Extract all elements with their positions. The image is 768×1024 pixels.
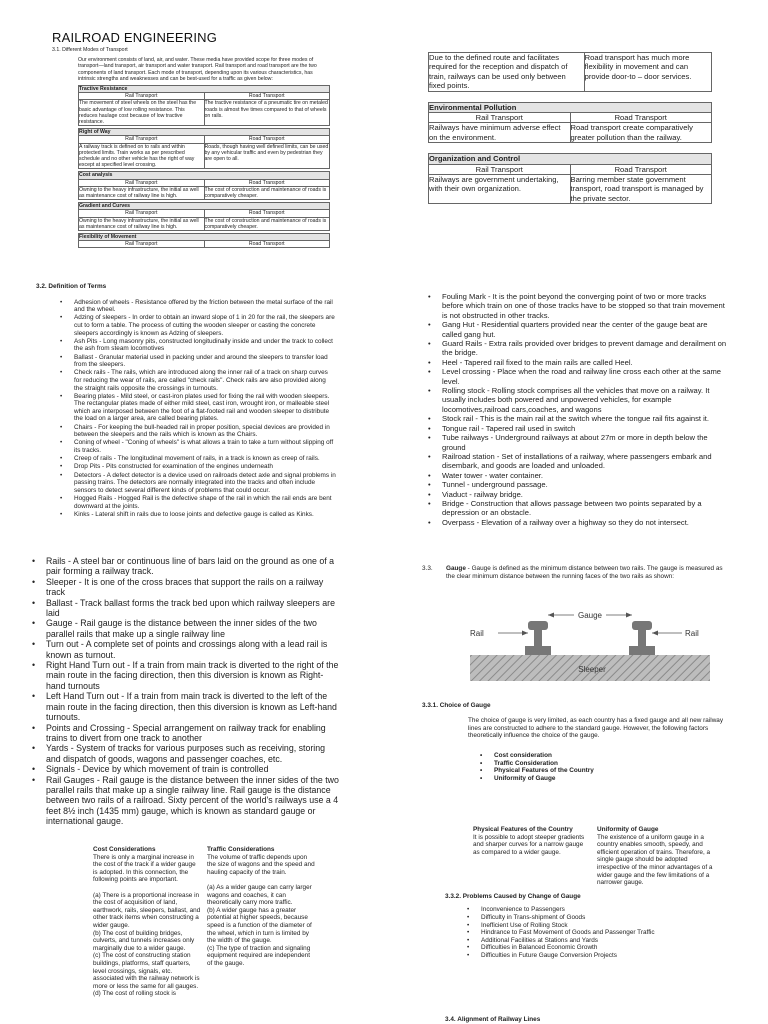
- cost-considerations-heading: Cost Considerations: [93, 846, 156, 853]
- list-item: • Viaduct - railway bridge.: [428, 490, 728, 499]
- road-column-header: Road Transport: [570, 113, 712, 123]
- list-item: • Fouling Mark - It is the point beyond the converging point of two or more tracks before which train on one of those tracks have to be stopped so that train movement is not obstructed in other tracks.: [428, 292, 728, 320]
- sleeper-label: Sleeper: [578, 665, 606, 674]
- list-item: • Gauge - Rail gauge is the distance between the inner sides of the two parallel rails that make up a single railway line: [32, 618, 342, 639]
- comparison-tables: [78, 85, 330, 248]
- rail-cell: Owning to the heavy infrastructure, the initial as well as maintenance cost of railway line is high.: [79, 217, 205, 230]
- list-item: • Overpass - Elevation of a railway over a highway so they do not intersect.: [428, 518, 728, 527]
- list-item: • Railroad station - Set of installations of a railway, where passengers embark and disembark, and goods are loaded and unloaded.: [428, 452, 728, 471]
- gauge-section-number: 3.3.: [422, 565, 433, 572]
- gauge-section: [422, 565, 732, 580]
- list-item: • Signals - Device by which movement of train is controlled: [32, 764, 342, 774]
- list-item: • Cost consideration: [480, 752, 720, 760]
- page-3: [36, 283, 336, 533]
- rail-cell: Railways are government undertaking, with their own organization.: [429, 175, 571, 204]
- rail-right-label: Rail: [685, 629, 699, 638]
- comparison-table: [428, 102, 712, 144]
- rail-cell: The movement of steel wheels on the steel has the basic advantage of low rolling resistance. This reduces haulage cost because of low tractive resistance.: [79, 100, 205, 126]
- road-column-header: Road Transport: [204, 93, 330, 100]
- uniformity-heading: Uniformity of Gauge: [597, 826, 659, 833]
- choice-of-gauge-heading: 3.3.1. Choice of Gauge: [422, 702, 491, 709]
- list-item: • Creep of rails - The longitudinal movement of rails, in a track is known as creep of rails.: [60, 455, 336, 463]
- list-item: • Gang Hut - Residential quarters provided near the center of the gauge beat are called gang hut.: [428, 320, 728, 339]
- comparison-table: [78, 85, 330, 126]
- road-cell: The cost of construction and maintenance of roads is comparatively cheaper.: [204, 186, 330, 199]
- list-item: • Ash Pits - Long masonry pits, constructed longitudinally inside and under the track to collect the ash from steam locomotives: [60, 338, 336, 353]
- list-item: • Ballast - Granular material used in packing under and around the sleepers to transfer load from the sleepers.: [60, 354, 336, 369]
- alignment-heading: 3.4. Alignment of Railway Lines: [445, 1016, 541, 1023]
- list-item: • Hogged Rails - Hogged Rail is the defective shape of the rail in which the rail ends are bent downward at the joints.: [60, 495, 336, 510]
- change-of-gauge-problems: [467, 906, 735, 959]
- right-rail-shape: [629, 621, 655, 655]
- table-heading: Right of Way: [79, 129, 330, 136]
- list-item: • Difficulty in Trans-shipment of Goods: [467, 914, 735, 922]
- list-item: • Additional Facilities at Stations and Yards: [467, 937, 735, 945]
- road-column-header: Road Transport: [204, 241, 330, 248]
- flexibility-rail-text: Due to the defined route and facilitates required for the reception and dispatch of train, railways can be used only between fixed points.: [429, 53, 585, 92]
- road-cell: Roads, though having well defined limits, can be used by any vehicular traffic and even by pedestrian they are open to all.: [204, 143, 330, 169]
- comparison-table: [78, 233, 330, 248]
- road-cell: The tractive resistance of a pneumatic tire on metaled roads is almost five times compared to that of wheels on rails.: [204, 100, 330, 126]
- table-heading: Cost analysis: [79, 172, 330, 179]
- rail-column-header: Rail Transport: [79, 210, 205, 217]
- list-item: • Adhesion of wheels - Resistance offered by the friction between the metal surface of the rail and the wheel.: [60, 299, 336, 314]
- page-5: [32, 556, 342, 827]
- rail-cell: Railways have minimum adverse effect on the environment.: [429, 123, 571, 143]
- table-heading: Organization and Control: [429, 154, 712, 164]
- list-item: • Right Hand Turn out - If a train from main track is diverted to the right of the main route in the facing direction, then this diversion is known as Right-hand turnouts: [32, 660, 342, 691]
- list-item: • Coning of wheel - "Coning of wheels" is what allows a train to take a turn without slipping off its tracks.: [60, 439, 336, 454]
- list-item: • Turn out - A complete set of points and crossings along with a lead rail is known as turnout.: [32, 639, 342, 660]
- road-column-header: Road Transport: [204, 136, 330, 143]
- rail-column-header: Rail Transport: [79, 93, 205, 100]
- list-item: • Rail Gauges - Rail gauge is the distance between the inner sides of the two parallel rails that make up a single railway line. Rail gauge is the distance between two rails of a railroad. Sixty percent of the world's railways use a 4 feet 8½ inch (1435 mm) gauge, which is known as standard gauge or international gauge.: [32, 775, 342, 827]
- list-item: • Rails - A steel bar or continuous line of bars laid on the ground as one of a pair forming a railway track.: [32, 556, 342, 577]
- list-item: • Inconvenience to Passengers: [467, 906, 735, 914]
- definitions-list-3: [32, 556, 342, 827]
- list-item: • Left Hand Turn out - If a train from main track is diverted to the left of the main route in the facing direction, then this diversion is known as Left-hand turnouts.: [32, 691, 342, 722]
- uniformity-text: The existence of a uniform gauge in a country enables smooth, speedy, and efficient operation of trains. Therefore, a single gauge should be adopted irrespective of the minor advantages of a wider gauge and the few limitations of a narrower gauge.: [597, 833, 713, 887]
- comparison-tables-2: [428, 102, 712, 205]
- rail-column-header: Rail Transport: [429, 164, 571, 174]
- page-7: [93, 846, 323, 1024]
- road-cell: Road transport create comparatively greater pollution than the railway.: [570, 123, 712, 143]
- rail-left-label: Rail: [470, 629, 484, 638]
- physical-features-heading: Physical Features of the Country: [473, 826, 573, 833]
- gauge-diagram: [470, 605, 710, 695]
- list-item: • Water tower - water container.: [428, 471, 728, 480]
- page-8: [445, 826, 735, 1024]
- rail-cell: Owning to the heavy infrastructure, the initial as well as maintenance cost of railway line is high.: [79, 186, 205, 199]
- page-2: [428, 52, 712, 212]
- list-item: • Kinks - Lateral shift in rails due to loose joints and defective gauge is called as Kinks.: [60, 511, 336, 519]
- page-4: [428, 292, 728, 537]
- table-heading: Tractive Resistance: [79, 86, 330, 93]
- change-of-gauge-heading: 3.3.2. Problems Caused by Change of Gauge: [445, 892, 581, 900]
- list-item: • Ballast - Track ballast forms the track bed upon which railway sleepers are laid: [32, 598, 342, 619]
- page-1: [52, 30, 334, 252]
- list-item: • Hindrance to Fast Movement of Goods and Passenger Traffic: [467, 929, 735, 937]
- page-title: RAILROAD ENGINEERING: [52, 30, 218, 45]
- rail-column-header: Rail Transport: [79, 241, 205, 248]
- rail-cell: A railway track is defined on to rails and within protected limits. Train works as per prescribed schedule and no other vehicle has the right of way except at specified level crossing.: [79, 143, 205, 169]
- list-item: • Yards - System of tracks for various purposes such as receiving, storing and dispatch of goods, wagons and passenger coaches, etc.: [32, 743, 342, 764]
- section-heading: 3.1. Different Modes of Transport: [52, 47, 128, 53]
- definitions-heading: 3.2. Definition of Terms: [36, 283, 107, 290]
- choice-of-gauge-text: The choice of gauge is very limited, as each country has a fixed gauge and all new railway lines are constructed to adhere to the standard gauge. However, the following factors theoretically influence the choice of the gauge.: [468, 717, 724, 740]
- flexibility-road-text: Road transport has much more flexibility in movement and can provide door-to – door services.: [584, 53, 711, 92]
- intro-paragraph: Our environment consists of land, air, and water. These media have provided scope for three modes of transport—land transport, air transport and water transport. Rail transport and road transport are the two components of land transport. Each mode of transport, depending upon its various characteristics, has intrinsic strengths and weaknesses and can be best-used for a traffic as given below:: [78, 57, 317, 82]
- gauge-term: Gauge: [446, 565, 466, 572]
- list-item: • Check rails - The rails, which are introduced along the inner rail of a track on sharp curves for reducing the wear of rails, are called "check rails". Check rails are also provided along the straight rails opposite the crossings in turnouts.: [60, 369, 336, 392]
- road-column-header: Road Transport: [204, 210, 330, 217]
- rail-column-header: Rail Transport: [429, 113, 571, 123]
- list-item: • Inefficient Use of Rolling Stock: [467, 922, 735, 930]
- gauge-factors-list: [480, 752, 720, 782]
- road-column-header: Road Transport: [204, 179, 330, 186]
- flexibility-table: [428, 52, 712, 92]
- list-item: • Stock rail - This is the main rail at the switch where the tongue rail fits against it.: [428, 414, 728, 423]
- list-item: • Uniformity of Gauge: [480, 775, 720, 783]
- physical-features-text: It is possible to adopt steeper gradients and sharper curves for a narrow gauge as compared to a wider gauge.: [473, 833, 585, 856]
- road-cell: The cost of construction and maintenance of roads is comparatively cheaper.: [204, 217, 330, 230]
- gauge-definition: - Gauge is defined as the minimum distance between two rails. The gauge is measured as the clear minimum distance between the running faces of the two rails as shown:: [446, 565, 723, 580]
- definitions-list-2: [428, 292, 728, 527]
- left-rail-shape: [525, 621, 551, 655]
- traffic-considerations-text: The volume of traffic depends upon the size of wagons and the speed and hauling capacity of the train. (a) As a wider gauge can carry larger wagons and coaches, it can theoretically carry more traffic. (b) A wider gauge has a greater potential at higher speeds, because speed is a function of the diameter of the wheel, which in turn is limited by the width of the gauge. (c) The type of traction and signaling equipment required are independent of the gauge.: [207, 853, 315, 967]
- rail-column-header: Rail Transport: [79, 179, 205, 186]
- list-item: • Tongue rail - Tapered rail used in switch: [428, 424, 728, 433]
- list-item: • Chairs - For keeping the bull-headed rail in proper position, special devices are provided in between the sleepers and the rails which is known as the Chairs.: [60, 424, 336, 439]
- list-item: • Detectors - A defect detector is a device used on railroads detect axle and signal problems in passing trains. The detectors are normally integrated into the tracks and often include sensors to detect several different kinds of problems that could occur.: [60, 472, 336, 495]
- rail-column-header: Rail Transport: [79, 136, 205, 143]
- road-cell: Barring member state government transport, road transport is managed by the private sector.: [570, 175, 712, 204]
- cost-considerations-text: There is only a marginal increase in the cost of the track if a wider gauge is adopted. In this connection, the following points are important. (a) There is a proportional increase in the cost of acquisition of land, earthwork, rails, sleepers, ballast, and other track items when constructing a wider gauge. (b) The cost of building bridges, culverts, and tunnels increases only marginally due to a wider gauge. (c) The cost of constructing station buildings, platforms, staff quarters, level crossings, signals, etc. associated with the railway network is more or less the same for all gauges. (d) The cost of rolling stock is: [93, 853, 201, 998]
- comparison-table: [78, 128, 330, 169]
- list-item: • Drop Pits - Pits constructed for examination of the engines underneath: [60, 463, 336, 471]
- comparison-table: [428, 153, 712, 204]
- list-item: • Adzing of sleepers - In order to obtain an inward slope of 1 in 20 for the rail, the sleepers are cut to form a table. The process of cutting the wooden sleeper or casting the concrete sleepers accordingly is known as Adzing of sleepers.: [60, 314, 336, 337]
- table-heading: Gradient and Curves: [79, 203, 330, 210]
- list-item: • Tube railways - Underground railways at about 27m or more in depth below the ground: [428, 433, 728, 452]
- comparison-table: [78, 171, 330, 200]
- list-item: • Rolling stock - Rolling stock comprises all the vehicles that move on a railway. It usually includes both powered and unpowered vehicles, for example locomotives,railroad cars,coaches, and wagons: [428, 386, 728, 414]
- list-item: • Guard Rails - Extra rails provided over bridges to prevent damage and derailment on the bridge.: [428, 339, 728, 358]
- list-item: • Difficulties in Balanced Economic Growth: [467, 944, 735, 952]
- road-column-header: Road Transport: [570, 164, 712, 174]
- gauge-label: Gauge: [577, 611, 603, 620]
- table-heading: Flexibility of Movement: [79, 234, 330, 241]
- page-6: [422, 565, 732, 800]
- list-item: • Bearing plates - Mild steel, or cast-iron plates used for fixing the rail with wooden sleepers. The rectangular plates made of either mild steel, cast iron, wrought iron, or malleable steel which are interposed between the foot of a flat-footed rail and wooden sleeper to distribute the load on a larger area, are called bearing plates.: [60, 393, 336, 423]
- list-item: • Heel - Tapered rail fixed to the main rails are called Heel.: [428, 358, 728, 367]
- list-item: • Tunnel - underground passage.: [428, 480, 728, 489]
- list-item: • Sleeper - It is one of the cross braces that support the rails on a railway track: [32, 577, 342, 598]
- comparison-table: [78, 202, 330, 231]
- definitions-list: [60, 299, 336, 519]
- list-item: • Difficulties in Future Gauge Conversion Projects: [467, 952, 735, 960]
- list-item: • Traffic Consideration: [480, 760, 720, 768]
- list-item: • Level crossing - Place when the road and railway line cross each other at the same level.: [428, 367, 728, 386]
- list-item: • Bridge - Construction that allows passage between two points separated by a depression or an obstacle.: [428, 499, 728, 518]
- traffic-considerations-heading: Traffic Considerations: [207, 846, 275, 853]
- table-heading: Environmental Pollution: [429, 102, 712, 112]
- list-item: • Points and Crossing - Special arrangement on railway track for enabling trains to divert from one track to another: [32, 723, 342, 744]
- list-item: • Physical Features of the Country: [480, 767, 720, 775]
